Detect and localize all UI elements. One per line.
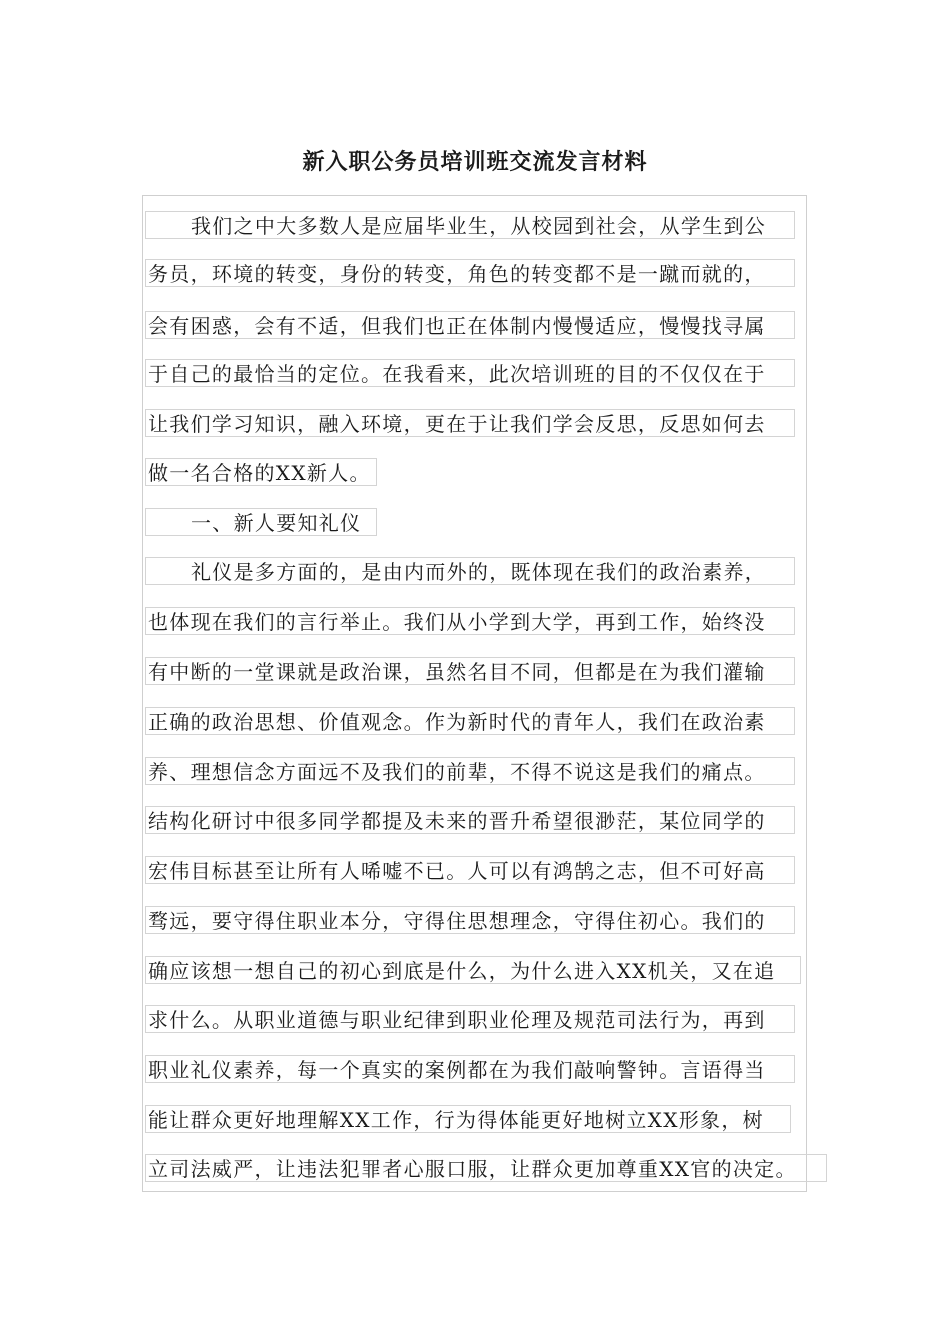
paragraph-line: 养、理想信念方面远不及我们的前辈，不得不说这是我们的痛点。 xyxy=(145,757,795,785)
paragraph-line: 立司法威严，让违法犯罪者心服口服，让群众更加尊重XX官的决定。 xyxy=(145,1154,827,1182)
paragraph-line: 求什么。从职业道德与职业纪律到职业伦理及规范司法行为，再到 xyxy=(145,1005,795,1033)
paragraph-line: 职业礼仪素养，每一个真实的案例都在为我们敲响警钟。言语得当 xyxy=(145,1055,795,1083)
paragraph-line: 让我们学习知识，融入环境，更在于让我们学会反思，反思如何去 xyxy=(145,409,795,437)
paragraph-line: 做一名合格的XX新人。 xyxy=(145,458,377,486)
paragraph-line: 会有困惑，会有不适，但我们也正在体制内慢慢适应，慢慢找寻属 xyxy=(145,311,795,339)
paragraph-line: 骛远，要守得住职业本分，守得住思想理念，守得住初心。我们的 xyxy=(145,906,795,934)
paragraph-line: 结构化研讨中很多同学都提及未来的晋升希望很渺茫，某位同学的 xyxy=(145,806,795,834)
section-heading: 一、新人要知礼仪 xyxy=(145,508,377,536)
document-title: 新入职公务员培训班交流发言材料 xyxy=(302,149,648,175)
paragraph-line: 宏伟目标甚至让所有人唏嘘不已。人可以有鸿鹄之志，但不可好高 xyxy=(145,856,795,884)
paragraph-line: 于自己的最恰当的定位。在我看来，此次培训班的目的不仅仅在于 xyxy=(145,359,795,387)
paragraph-line: 也体现在我们的言行举止。我们从小学到大学，再到工作，始终没 xyxy=(145,607,795,635)
paragraph-line: 务员，环境的转变，身份的转变，角色的转变都不是一蹴而就的， xyxy=(145,259,795,287)
paragraph-line: 我们之中大多数人是应届毕业生，从校园到社会，从学生到公 xyxy=(145,211,795,239)
content-frame xyxy=(142,195,807,1192)
paragraph-line: 礼仪是多方面的，是由内而外的，既体现在我们的政治素养， xyxy=(145,557,795,585)
paragraph-line: 确应该想一想自己的初心到底是什么，为什么进入XX机关，又在追 xyxy=(145,956,801,984)
paragraph-line: 有中断的一堂课就是政治课，虽然名目不同，但都是在为我们灌输 xyxy=(145,657,795,685)
paragraph-line: 能让群众更好地理解XX工作，行为得体能更好地树立XX形象，树 xyxy=(145,1105,791,1133)
paragraph-line: 正确的政治思想、价值观念。作为新时代的青年人，我们在政治素 xyxy=(145,707,795,735)
